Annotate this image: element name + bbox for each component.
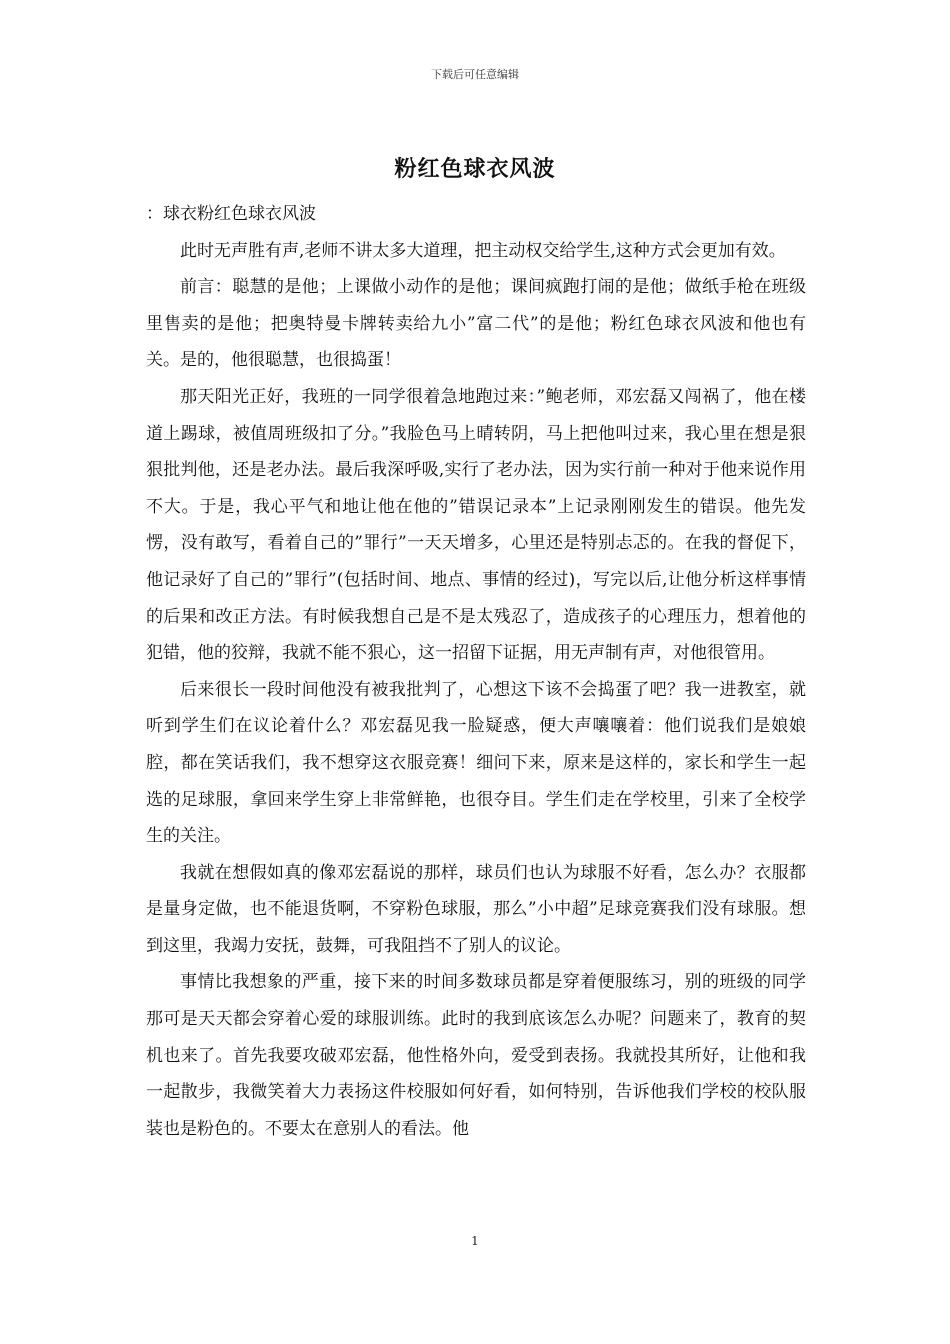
page-header: 下载后可任意编辑 <box>431 68 519 81</box>
document-subtitle: ：球衣粉红色球衣风波 <box>146 204 316 224</box>
document-body <box>146 196 806 1147</box>
document-title: 粉红色球衣风波 <box>394 156 556 182</box>
paragraph-2: 前言：聪慧的是他；上课做小动作的是他；课间疯跑打闹的是他；做纸手枪在班级里售卖的是他；把奥特曼卡牌转卖给九小”富二代”的是他；粉红色球衣风波和他也有关。是的，他很聪慧，也很捣蛋！ <box>146 277 806 371</box>
paragraph-1: 此时无声胜有声,老师不讲太多大道理，把主动权交给学生,这种方式会更加有效。 <box>180 240 786 261</box>
paragraph-5: 我就在想假如真的像邓宏磊说的那样，球员们也认为球服不好看，怎么办？衣服都是量身定做，也不能退货啊，不穿粉色球服，那么”小中超”足球竞赛我们没有球服。想到这里，我竭力安抚，鼓舞，可我阻挡不了别人的议论。 <box>146 862 806 956</box>
paragraph-3: 那天阳光正好，我班的一同学很着急地跑过来：”鲍老师，邓宏磊又闯祸了，他在楼道上踢球，被值周班级扣了分。”我脸色马上晴转阴，马上把他叫过来，我心里在想是狠狠批判他，还是老办法。最后我深呼吸,实行了老办法，因为实行前一种对于他来说作用不大。于是，我心平气和地让他在他的”错误记录本”上记录刚刚发生的错误。他先发愣，没有敢写，看着自己的”罪行”一天天增多，心里还是特别忐忑的。在我的督促下，他记录好了自己的”罪行”(包括时间、地点、事情的经过)，写完以后,让他分析这样事情的后果和改正方法。有时候我想自己是不是太残忍了，造成孩子的心理压力，想着他的犯错，他的狡辩，我就不能不狠心，这一招留下证据，用无声制有声，对他很管用。 <box>146 386 806 664</box>
paragraph-4: 后来很长一段时间他没有被我批判了，心想这下该不会捣蛋了吧？我一进教室，就听到学生们在议论着什么？邓宏磊见我一脸疑惑，便大声嚷嚷着：他们说我们是娘娘腔，都在笑话我们，我不想穿这衣服竞赛！细问下来，原来是这样的，家长和学生一起选的足球服，拿回来学生穿上非常鲜艳，也很夺目。学生们走在学校里，引来了全校学生的关注。 <box>146 679 806 847</box>
page-number: 1 <box>471 1234 479 1248</box>
paragraph-6: 事情比我想象的严重，接下来的时间多数球员都是穿着便服练习，别的班级的同学那可是天天都会穿着心爱的球服训练。此时的我到底该怎么办呢？问题来了，教育的契机也来了。首先我要攻破邓宏磊，他性格外向，爱受到表扬。我就投其所好，让他和我一起散步，我微笑着大力表扬这件校服如何好看，如何特别，告诉他我们学校的校队服装也是粉色的。不要太在意别人的看法。他 <box>146 972 806 1139</box>
